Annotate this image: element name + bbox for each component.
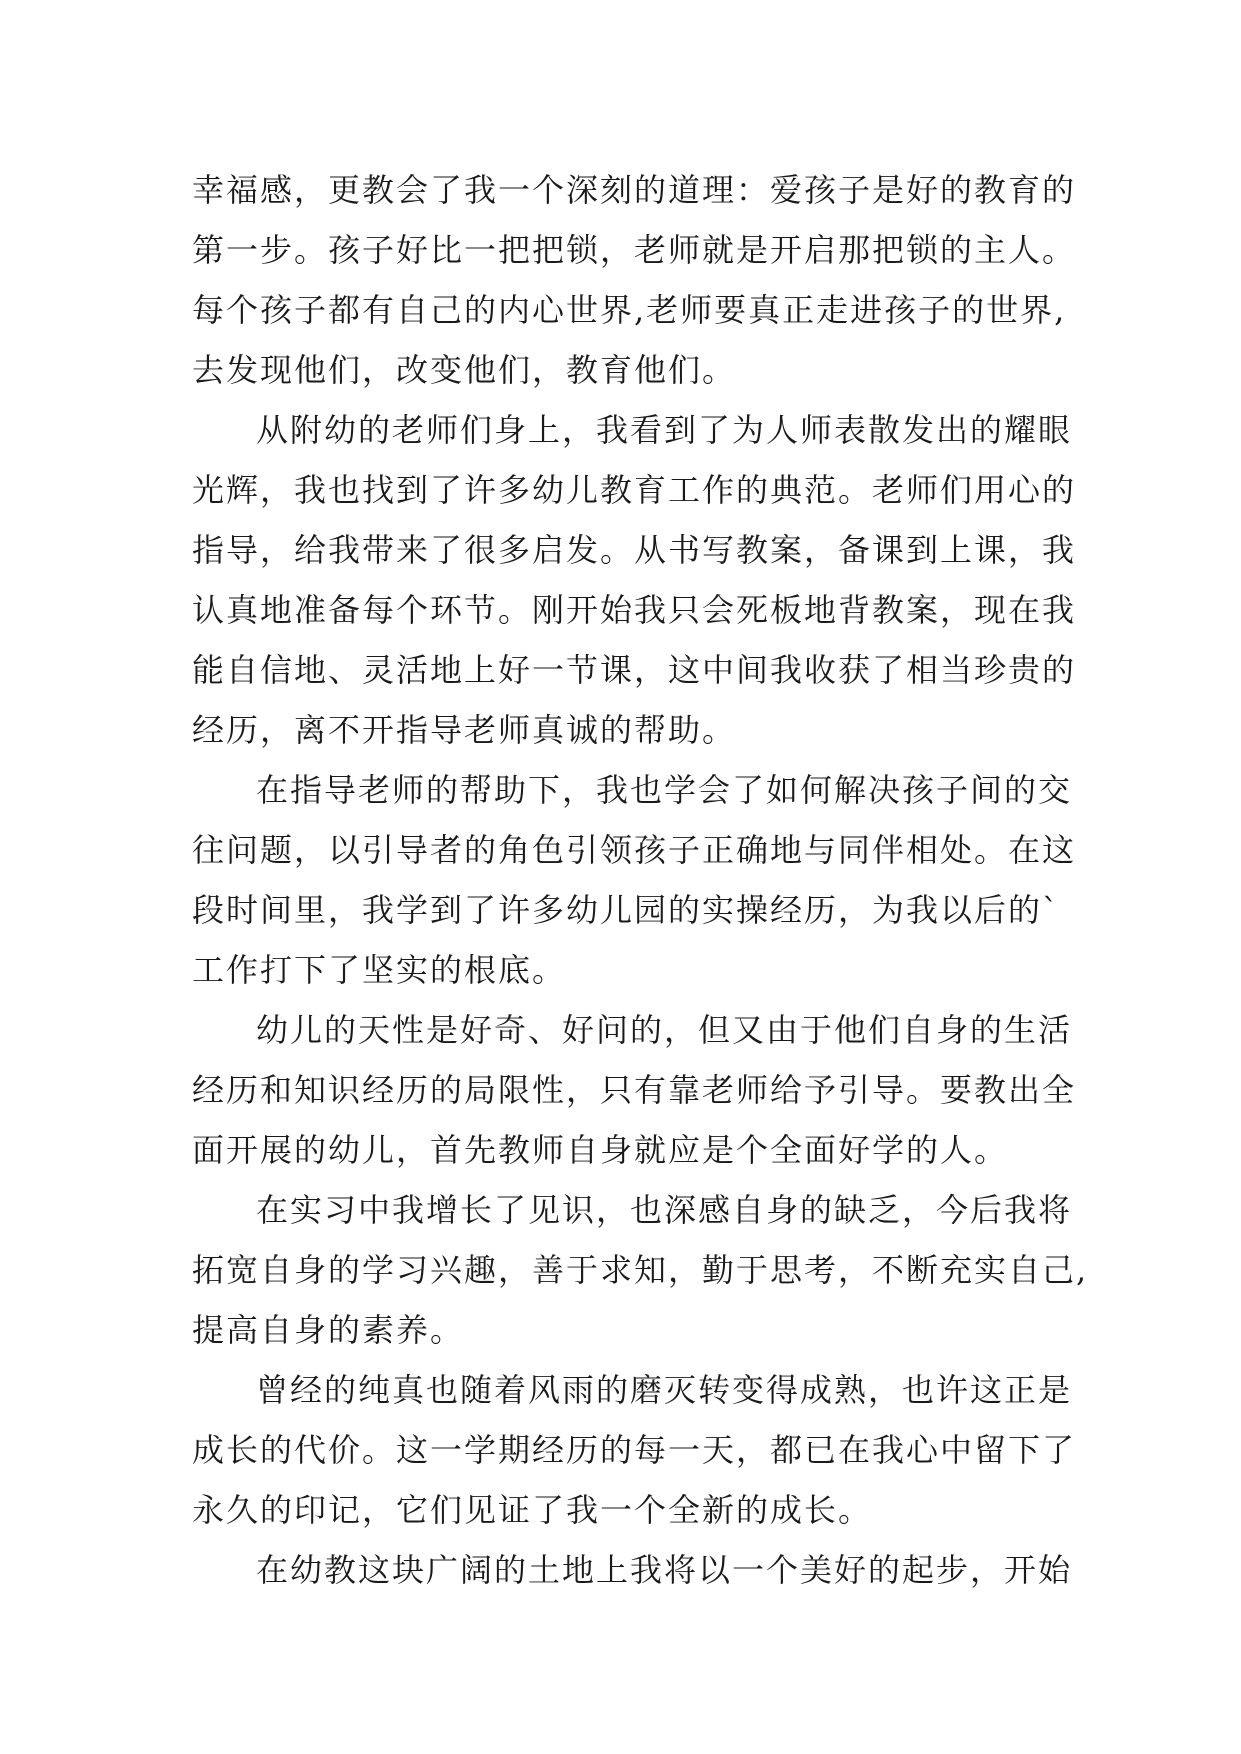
text-line: 光辉，我也找到了许多幼儿教育工作的典范。老师们用心的: [192, 471, 1077, 509]
text-line: 提高自身的素养。: [192, 1311, 465, 1349]
text-line: 指导，给我带来了很多启发。从书写教案，备课到上课，我: [192, 531, 1077, 569]
text-line: 经历和知识经历的局限性，只有靠老师给予引导。要教出全: [192, 1071, 1077, 1109]
text-line: 工作打下了坚实的根底。: [192, 951, 567, 989]
text-line: 去发现他们，改变他们，教育他们。: [192, 351, 737, 389]
paragraph-start-line: 在幼教这块广阔的土地上我将以一个美好的起步，开始: [256, 1551, 1073, 1589]
paragraph-start-line: 在实习中我增长了见识，也深感自身的缺乏，今后我将: [256, 1191, 1073, 1229]
text-line: 拓宽自身的学习兴趣，善于求知，勤于思考，不断充实自己,: [192, 1251, 1089, 1289]
text-line: 能自信地、灵活地上好一节课，这中间我收获了相当珍贵的: [192, 651, 1077, 689]
text-line: 每个孩子都有自己的内心世界,老师要真正走进孩子的世界,: [192, 291, 1067, 329]
document-body: [192, 160, 1089, 1600]
paragraph-start-line: 从附幼的老师们身上，我看到了为人师表散发出的耀眼: [256, 411, 1073, 449]
paragraph-start-line: 幼儿的天性是好奇、好问的，但又由于他们自身的生活: [256, 1011, 1073, 1049]
text-line: 第一步。孩子好比一把把锁，老师就是开启那把锁的主人。: [192, 231, 1077, 269]
text-line: 往问题，以引导者的角色引领孩子正确地与同伴相处。在这: [192, 831, 1077, 869]
paragraph-start-line: 曾经的纯真也随着风雨的磨灭转变得成熟，也许这正是: [256, 1371, 1073, 1409]
text-line: 永久的印记，它们见证了我一个全新的成长。: [192, 1491, 873, 1529]
text-line: 幸福感，更教会了我一个深刻的道理：爱孩子是好的教育的: [192, 171, 1077, 209]
text-line: 段时间里，我学到了许多幼儿园的实操经历，为我以后的`: [192, 891, 1061, 929]
text-line: 成长的代价。这一学期经历的每一天，都已在我心中留下了: [192, 1431, 1077, 1469]
text-line: 经历，离不开指导老师真诚的帮助。: [192, 711, 737, 749]
text-line: 认真地准备每个环节。刚开始我只会死板地背教案，现在我: [192, 591, 1077, 629]
paragraph-start-line: 在指导老师的帮助下，我也学会了如何解决孩子间的交: [256, 771, 1073, 809]
text-line: 面开展的幼儿，首先教师自身就应是个全面好学的人。: [192, 1131, 1009, 1169]
